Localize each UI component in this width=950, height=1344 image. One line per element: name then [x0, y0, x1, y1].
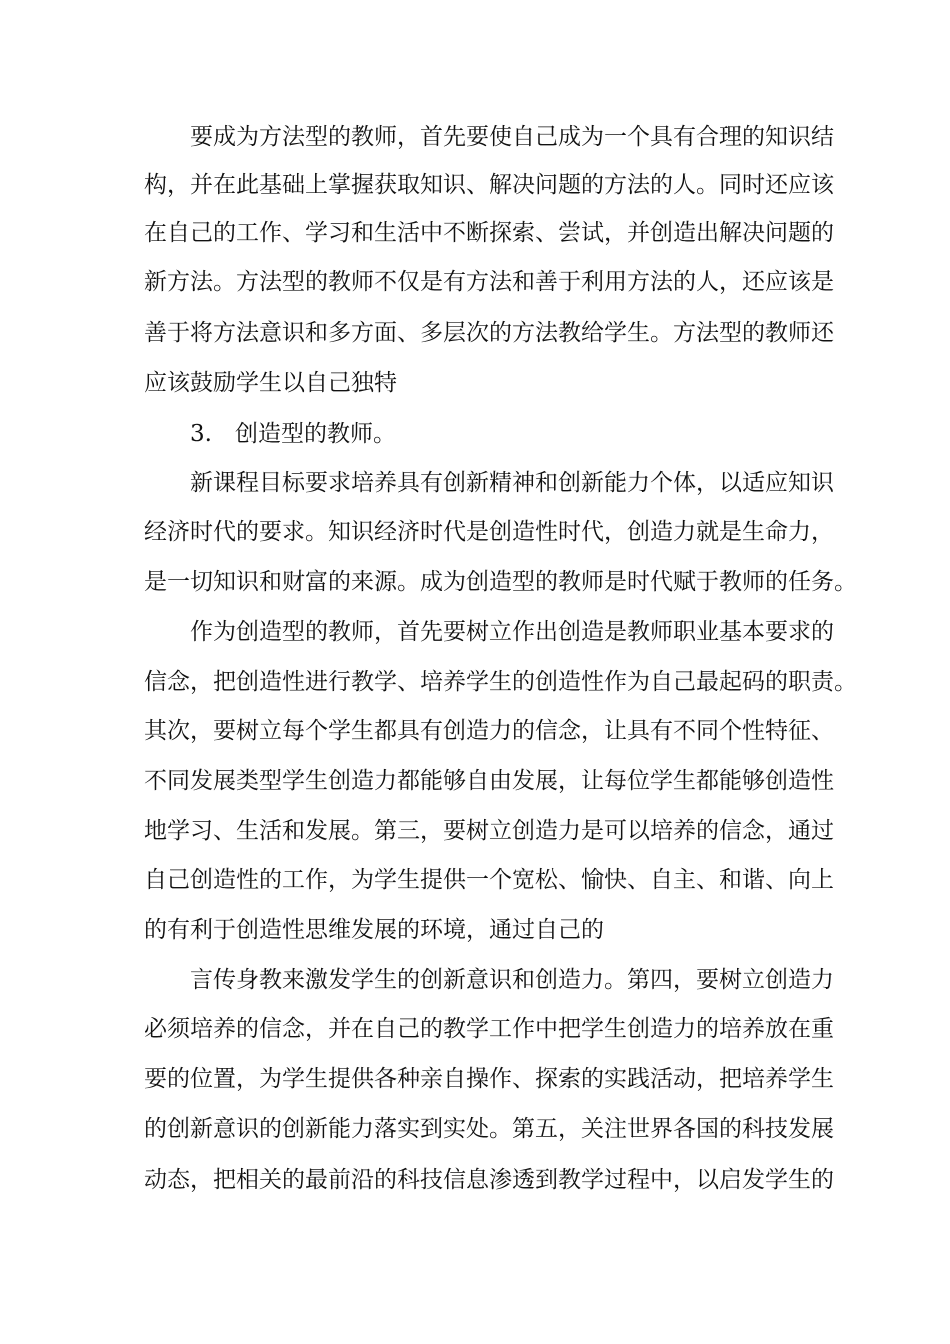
text-line: 地学习、生活和发展。第三，要树立创造力是可以培养的信念，通过	[144, 818, 834, 844]
text-line: 经济时代的要求。知识经济时代是创造性时代，创造力就是生命力，	[144, 519, 834, 545]
text-line: 自己创造性的工作，为学生提供一个宽松、愉快、自主、和谐、向上	[144, 867, 834, 893]
text-line: 要的位置，为学生提供各种亲自操作、探索的实践活动，把培养学生	[144, 1066, 834, 1092]
text-line: 必须培养的信念，并在自己的教学工作中把学生创造力的培养放在重	[144, 1016, 834, 1042]
text-line: 应该鼓励学生以自己独特	[144, 370, 397, 396]
text-line: 其次，要树立每个学生都具有创造力的信念，让具有不同个性特征、	[144, 718, 834, 744]
text-line: 要成为方法型的教师，首先要使自己成为一个具有合理的知识结	[190, 124, 834, 150]
section-heading: 3. 创造型的教师。	[190, 421, 396, 447]
text-line: 在自己的工作、学习和生活中不断探索、尝试，并创造出解决问题的	[144, 220, 834, 246]
text-line: 新课程目标要求培养具有创新精神和创新能力个体，以适应知识	[190, 470, 834, 496]
text-line: 言传身教来激发学生的创新意识和创造力。第四，要树立创造力	[190, 967, 834, 993]
text-line: 善于将方法意识和多方面、多层次的方法教给学生。方法型的教师还	[144, 320, 834, 346]
text-line: 信念，把创造性进行教学、培养学生的创造性作为自己最起码的职责。	[144, 669, 857, 695]
text-line: 是一切知识和财富的来源。成为创造型的教师是时代赋于教师的任务。	[144, 569, 857, 595]
text-line: 作为创造型的教师，首先要树立作出创造是教师职业基本要求的	[190, 619, 834, 645]
text-line: 动态，把相关的最前沿的科技信息渗透到教学过程中，以启发学生的	[144, 1167, 834, 1193]
text-line: 不同发展类型学生创造力都能够自由发展，让每位学生都能够创造性	[144, 768, 834, 794]
text-line: 构，并在此基础上掌握获取知识、解决问题的方法的人。同时还应该	[144, 172, 834, 198]
text-line: 的创新意识的创新能力落实到实处。第五，关注世界各国的科技发展	[144, 1116, 834, 1142]
text-line: 的有利于创造性思维发展的环境，通过自己的	[144, 917, 604, 943]
text-line: 新方法。方法型的教师不仅是有方法和善于利用方法的人，还应该是	[144, 269, 834, 295]
